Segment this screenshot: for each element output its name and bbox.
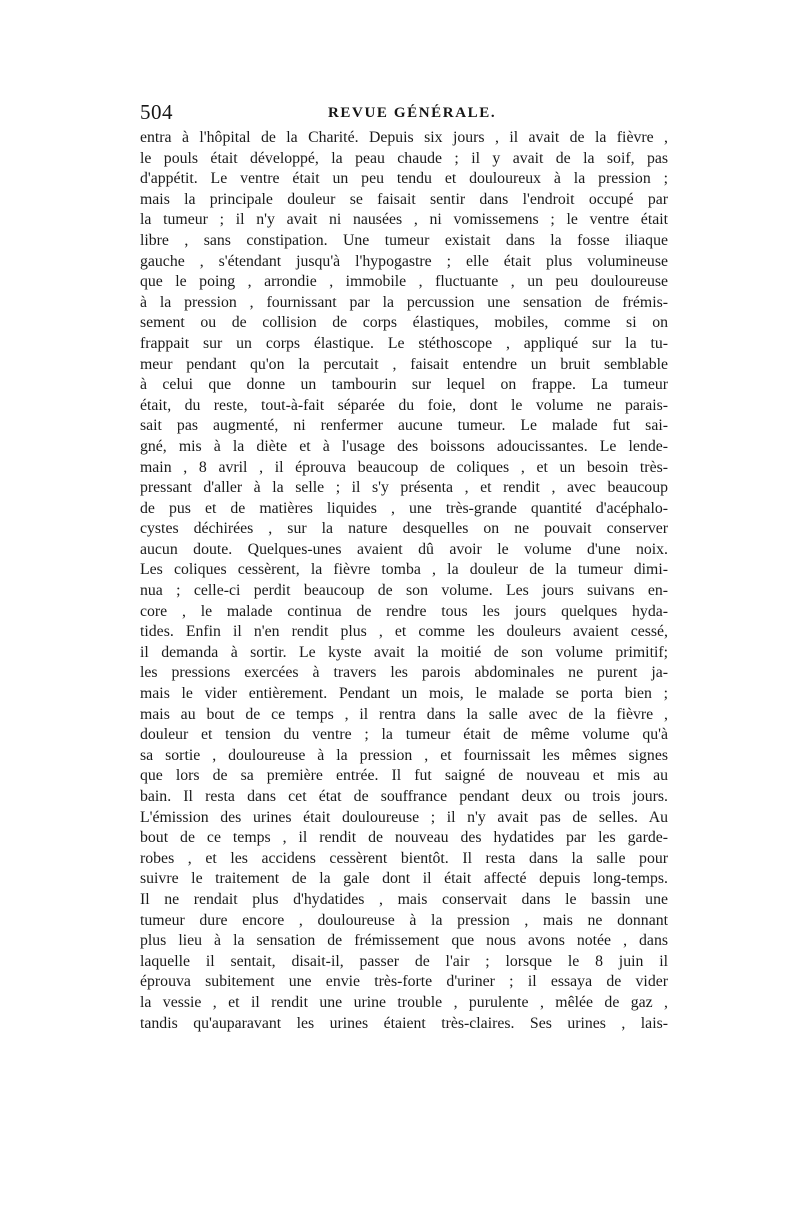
text-line: sement ou de collision de corps élastiques, mobiles, comme si on [140, 314, 668, 332]
text-line: entra à l'hôpital de la Charité. Depuis six jours , il avait de la fièvre , [140, 129, 668, 146]
text-line: le pouls était développé, la peau chaude ; il y avait de la soif, pas [140, 149, 668, 167]
text-line: il demanda à sortir. Le kyste avait la moitié de son volume primitif; [140, 643, 668, 661]
text-line: à celui que donne un tambourin sur lequel on frappe. La tumeur [140, 376, 668, 394]
text-line: laquelle il sentait, disait-il, passer de l'air ; lorsque le 8 juin il [140, 952, 668, 970]
text-line: bout de ce temps , il rendit de nouveau des hydatides par les garde- [140, 829, 668, 847]
text-line: pressant d'aller à la selle ; il s'y présenta , et rendit , avec beaucoup [140, 479, 668, 497]
text-line: cystes déchirées , sur la nature desquelles on ne pouvait conserver [140, 520, 668, 538]
text-line: bain. Il resta dans cet état de souffrance pendant deux ou trois jours. [140, 788, 668, 805]
text-line: suivre le traitement de la gale dont il était affecté depuis long-temps. [140, 870, 668, 888]
text-line: meur pendant qu'on la percutait , faisait entendre un bruit semblable [140, 355, 668, 373]
text-line: de pus et de matières liquides , une très-grande quantité d'acéphalo- [140, 499, 668, 517]
text-line: tandis qu'auparavant les urines étaient très-claires. Ses urines , lais- [140, 1014, 668, 1032]
running-head: REVUE GÉNÉRALE. [328, 105, 497, 121]
text-line: éprouva subitement une envie très-forte d'uriner ; il essaya de vider [140, 973, 668, 991]
text-line: mais la principale douleur se faisait sentir dans l'endroit occupé par [140, 190, 668, 208]
text-line: était, du reste, tout-à-fait séparée du foie, dont le volume ne parais- [140, 396, 668, 414]
text-line: Les coliques cessèrent, la fièvre tomba , la douleur de la tumeur dimi- [140, 561, 668, 579]
text-line: L'émission des urines était douloureuse ; il n'y avait pas de selles. Au [140, 808, 668, 826]
text-line: Il ne rendait plus d'hydatides , mais conservait dans le bassin une [140, 890, 668, 908]
text-line: tumeur dure encore , douloureuse à la pression , mais ne donnant [140, 911, 668, 929]
text-line: que lors de sa première entrée. Il fut saigné de nouveau et mis au [140, 767, 668, 785]
text-line: tides. Enfin il n'en rendit plus , et comme les douleurs avaient cessé, [140, 623, 668, 641]
text-line: core , le malade continua de rendre tous les jours quelques hyda- [140, 602, 668, 620]
text-line: nua ; celle-ci perdit beaucoup de son volume. Les jours suivans en- [140, 582, 668, 600]
text-line: mais le vider entièrement. Pendant un mois, le malade se porta bien ; [140, 685, 668, 703]
text-line: mais au bout de ce temps , il rentra dans la salle avec de la fièvre , [140, 705, 668, 723]
text-line: libre , sans constipation. Une tumeur existait dans la fosse iliaque [140, 231, 668, 249]
text-line: la tumeur ; il n'y avait ni nausées , ni vomissemens ; le ventre était [140, 211, 668, 229]
text-line: plus lieu à la sensation de frémissement que nous avons notée , dans [140, 932, 668, 950]
text-line: gauche , s'étendant jusqu'à l'hypogastre ; elle était plus volumineuse [140, 252, 668, 270]
text-line: sait pas augmenté, ni renfermer aucune tumeur. Le malade fut sai- [140, 417, 668, 435]
text-line: douleur et tension du ventre ; la tumeur était de même volume qu'à [140, 726, 668, 744]
text-line: aucun doute. Quelques-unes avaient dû avoir le volume d'une noix. [140, 540, 668, 558]
text-line: sa sortie , douloureuse à la pression , et fournissait les mêmes signes [140, 746, 668, 764]
text-line: d'appétit. Le ventre était un peu tendu et douloureux à la pression ; [140, 170, 668, 188]
text-line: les pressions exercées à travers les parois abdominales ne purent ja- [140, 664, 668, 682]
text-line: robes , et les accidens cessèrent bientôt. Il resta dans la salle pour [140, 849, 668, 867]
text-line: que le poing , arrondie , immobile , fluctuante , un peu douloureuse [140, 273, 668, 291]
text-line: main , 8 avril , il éprouva beaucoup de coliques , et un besoin très- [140, 458, 668, 476]
text-line: la vessie , et il rendit une urine trouble , purulente , mêlée de gaz , [140, 993, 668, 1011]
text-line: frappait sur un corps élastique. Le stéthoscope , appliqué sur la tu- [140, 334, 668, 352]
text-line: à la pression , fournissant par la percussion une sensation de frémis- [140, 293, 668, 311]
body-text [140, 128, 668, 1034]
page-number: 504 [140, 100, 173, 124]
text-line: gné, mis à la diète et à l'usage des boissons adoucissantes. Le lende- [140, 437, 668, 455]
page-header [140, 100, 680, 124]
